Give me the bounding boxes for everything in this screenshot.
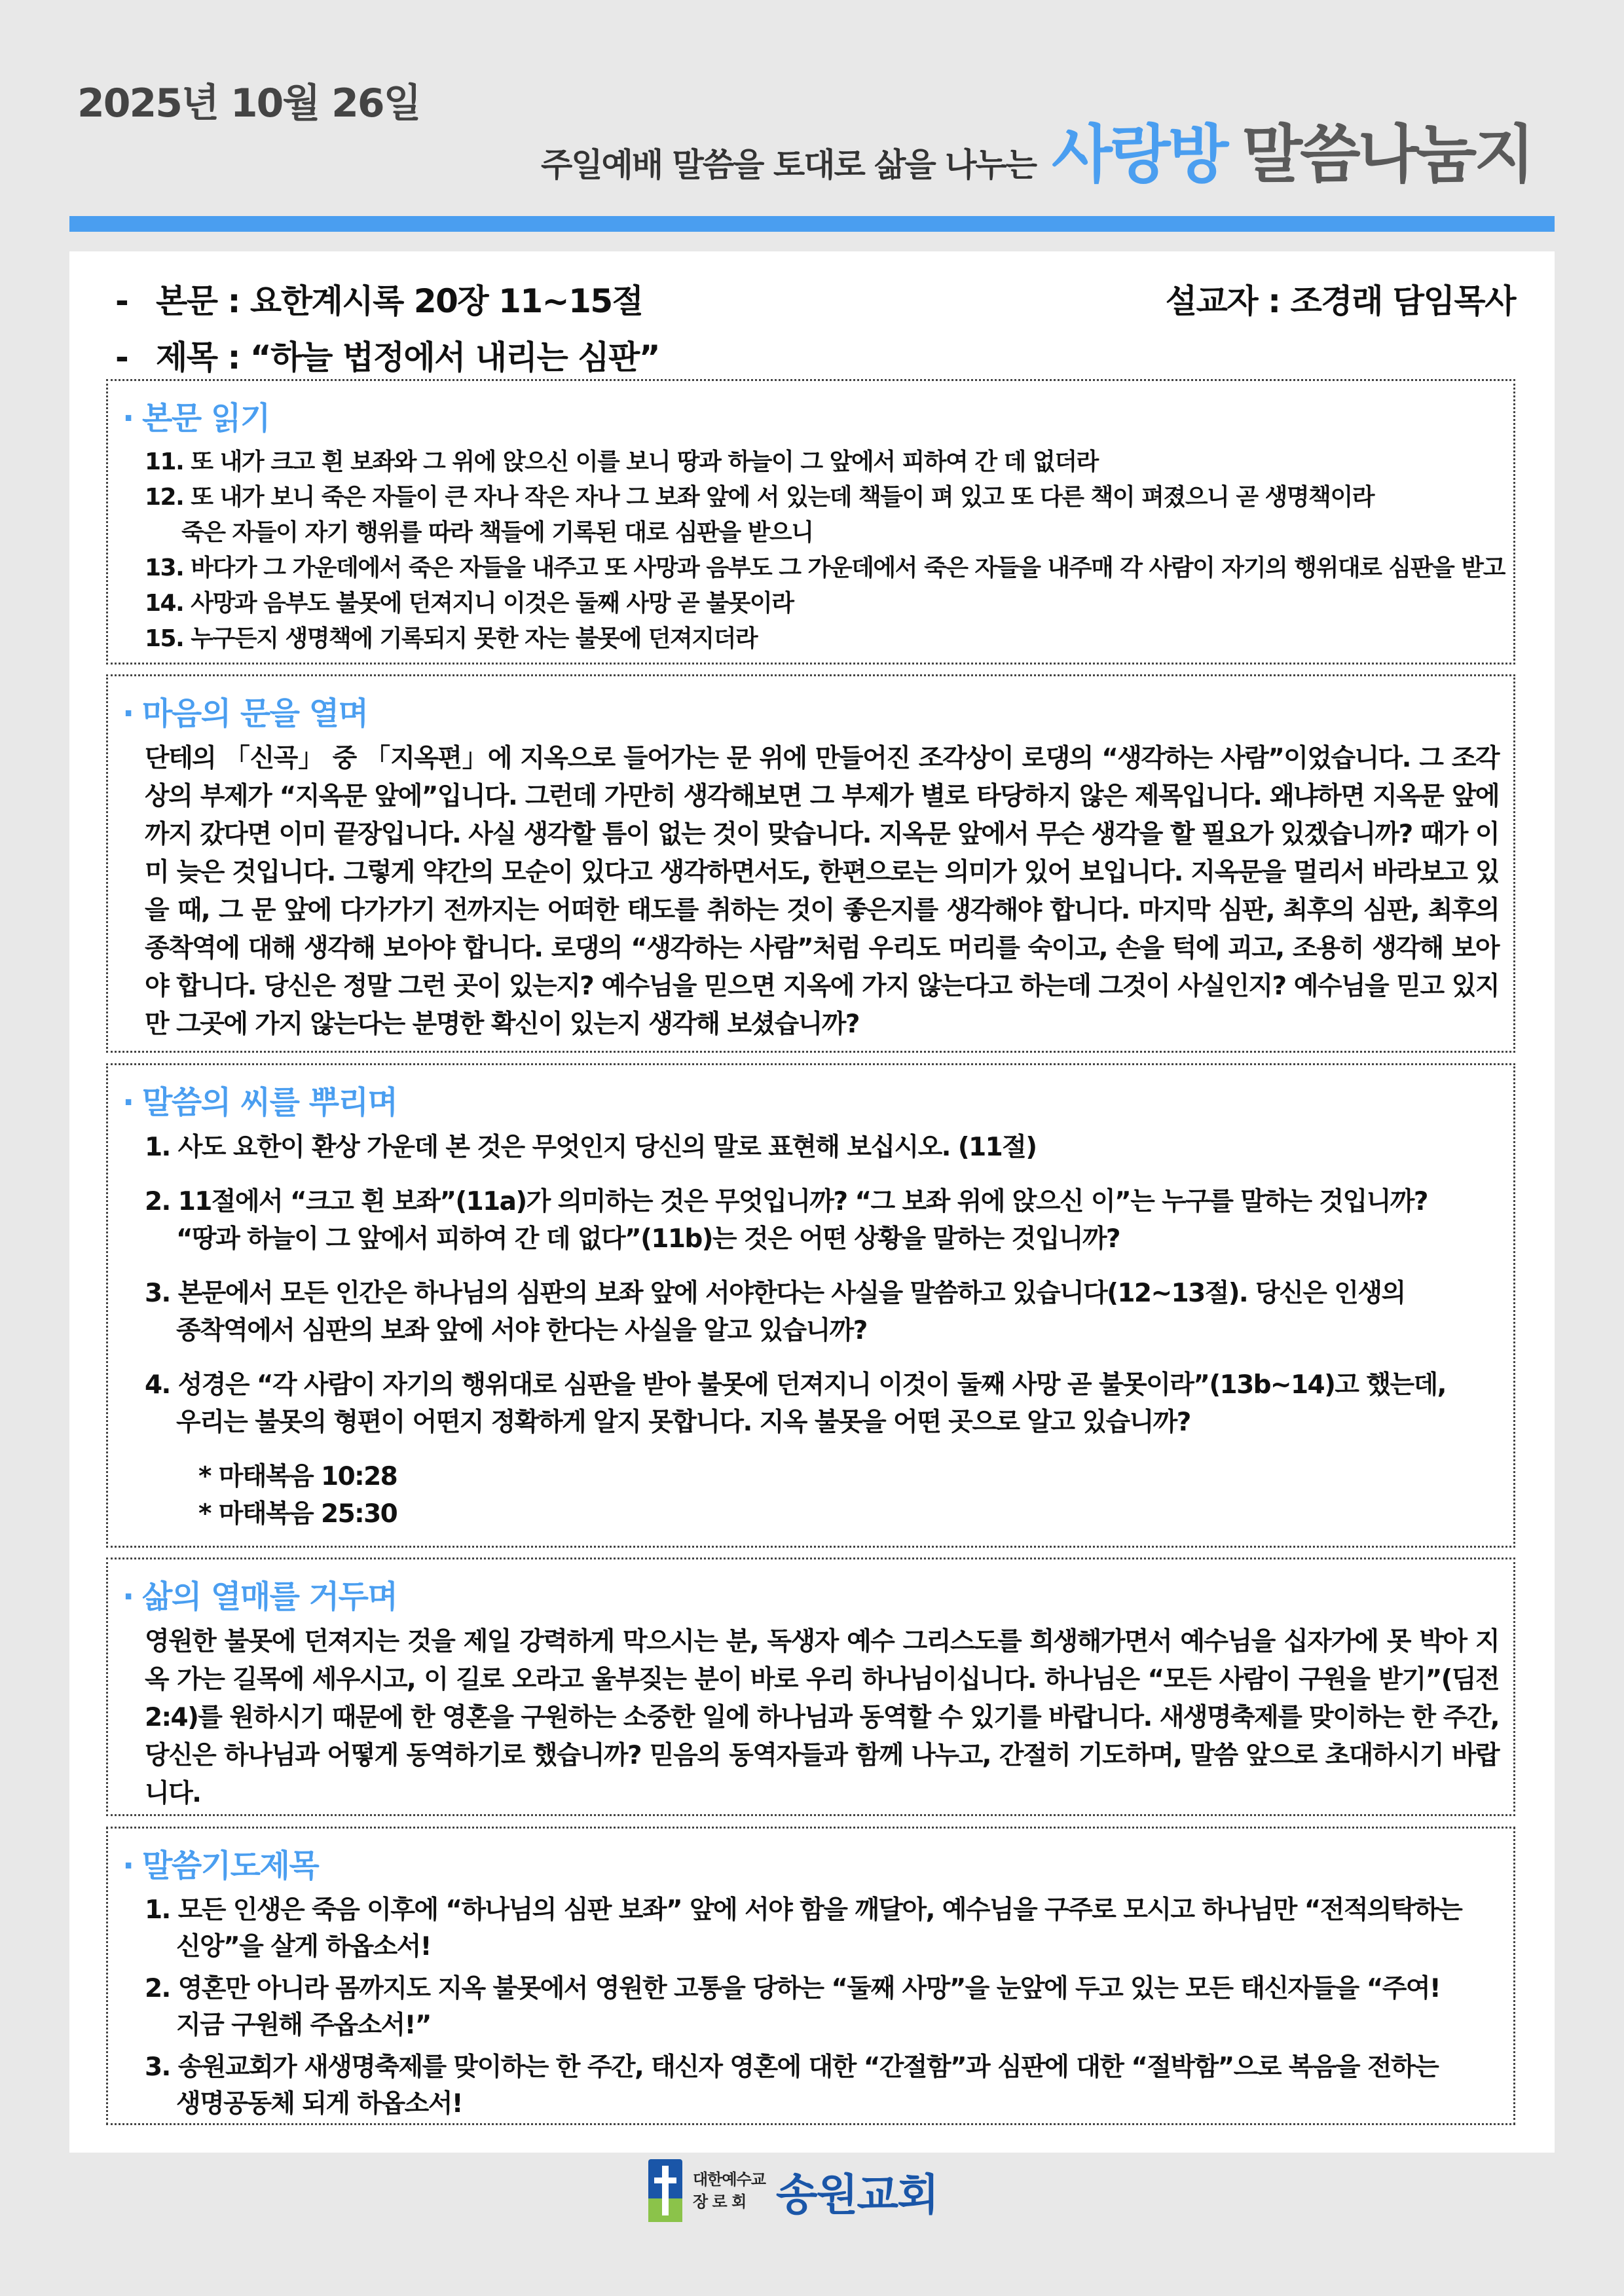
church-logo <box>648 2159 938 2222</box>
document-body <box>69 251 1555 2153</box>
section-heading: · 말씀기도제목 <box>122 1848 319 1884</box>
reference-item: * 마태복음 25:30 <box>198 1499 397 1529</box>
cross-logo-icon <box>648 2159 682 2222</box>
prayer-item: 2. 영혼만 아니라 몸까지도 지옥 불못에서 영원한 고통을 당하는 “둘째 사망”을 눈앞에 두고 있는 모든 태신자들을 “주여! 지금 구원해 주옵소서!” <box>145 1974 1441 2040</box>
sermon-meta <box>115 275 659 388</box>
reference-list <box>145 1458 1499 1533</box>
section-heading: · 말씀의 씨를 뿌리며 <box>122 1084 397 1121</box>
title-gray: 말씀나눔지 <box>1242 118 1532 191</box>
title-line <box>541 105 1532 194</box>
section-heading: · 본문 읽기 <box>122 400 270 437</box>
verse-item: 15. 누구든지 생명책에 기록되지 못한 자는 불못에 던져지더라 <box>145 625 758 652</box>
scripture-line: - 본문 : 요한계시록 20장 11~15절 <box>115 282 643 320</box>
verse-item: 14. 사망과 음부도 불못에 던져지니 이것은 둘째 사망 곧 불못이라 <box>145 590 794 617</box>
opening-text: 단테의 「신곡」 중 「지옥편」에 지옥으로 들어가는 문 위에 만들어진 조각상이 로댕의 “생각하는 사람”이었습니다. 그 조각상의 부제가 “지옥문 앞에”입니다. 그런데 가만히 생각해보면 그 부제가 별로 타당하지 않은 제목입니다. 왜냐하면 지옥문 앞에까지 갔다면 이미 끝장입니다. 사실 생각할 틈이 없는 것이 맞습니다. 지옥문 앞에서 무슨 생각을 할 필요가 있겠습니까? 때가 이미 늦은 것입니다. 그렇게 약간의 모순이 있다고 생각하면서도, 한편으로는 의미가 있어 보입니다. 지옥문을 멀리서 바라보고 있을 때, 그 문 앞에 다가가기 전까지는 어떠한 태도를 취하는 것이 좋은지를 생각해야 합니다. 마지막 심판, 최후의 심판, 최후의 종착역에 대해 생각해 보아야 합니다. 로댕의 “생각하는 사람”처럼 우리도 머리를 숙이고, 손을 턱에 괴고, 조용히 생각해 보아야 합니다. 당신은 정말 그런 곳이 있는지? 예수님을 믿으면 지옥에 가지 않는다고 하는데 그것이 사실인지? 예수님을 믿고 있지만 그곳에 가지 않는다는 분명한 확신이 있는지 생각해 보셨습니까? <box>145 744 1499 1039</box>
question-item: 3. 본문에서 모든 인간은 하나님의 심판의 보좌 앞에 서야한다는 사실을 말씀하고 있습니다(12~13절). 당신은 인생의 종착역에서 심판의 보좌 앞에 서야 한다는 사실을 알고 있습니까? <box>145 1279 1405 1345</box>
section-fruit <box>106 1558 1515 1816</box>
section-prayer <box>106 1827 1515 2125</box>
prayer-item: 1. 모든 인생은 죽음 이후에 “하나님의 심판 보좌” 앞에 서야 함을 깨달아, 예수님을 구주로 모시고 하나님만 “전적의탁하는 신앙”을 살게 하옵소서! <box>145 1895 1462 1961</box>
header-divider <box>69 216 1555 232</box>
church-name: 송원교회 <box>775 2169 938 2220</box>
prayer-list <box>122 1892 1499 2123</box>
section-questions <box>106 1063 1515 1548</box>
question-item: 4. 성경은 “각 사람이 자기의 행위대로 심판을 받아 불못에 던져지니 이것이 둘째 사망 곧 불못이라”(13b~14)고 했는데, 우리는 불못의 형편이 어떤지 정확하게 알지 못합니다. 지옥 불못을 어떤 곳으로 알고 있습니까? <box>145 1370 1446 1437</box>
verse-item: 11. 또 내가 크고 흰 보좌와 그 위에 앉으신 이를 보니 땅과 하늘이 그 앞에서 피하여 간 데 없더라 <box>145 448 1098 475</box>
verse-item: 죽은 자들이 자기 행위를 따라 책들에 기록된 대로 심판을 받으니 <box>181 519 813 546</box>
subtitle: 주일예배 말씀을 토대로 삶을 나누는 <box>540 146 1037 184</box>
section-heading: · 마음의 문을 열며 <box>122 695 368 732</box>
verse-item: 13. 바다가 그 가운데에서 죽은 자들을 내주고 또 사망과 음부도 그 가운데에서 죽은 자들을 내주매 각 사람이 자기의 행위대로 심판을 받고 <box>145 555 1505 581</box>
reference-item: * 마태복음 10:28 <box>198 1462 397 1491</box>
section-reading <box>106 379 1515 665</box>
logo-small-text: 대한예수교 장 로 회 <box>693 2170 766 2211</box>
verse-list <box>122 445 1505 657</box>
prayer-item: 3. 송원교회가 새생명축제를 맞이하는 한 주간, 태신자 영혼에 대한 “간절함”과 심판에 대한 “절박함”으로 복음을 전하는 생명공동체 되게 하옵소서! <box>145 2052 1439 2119</box>
section-heading: · 삶의 열매를 거두며 <box>122 1578 397 1615</box>
preacher: 설교자 : 조경래 담임목사 <box>1165 282 1515 320</box>
fruit-text: 영원한 불못에 던져지는 것을 제일 강력하게 막으시는 분, 독생자 예수 그리스도를 희생해가면서 예수님을 십자가에 못 박아 지옥 가는 길목에 세우시고, 이 길로 오라고 울부짖는 분이 바로 우리 하나님이십니다. 하나님은 “모든 사람이 구원을 받기”(딤전2:4)를 원하시기 때문에 한 영혼을 구원하는 소중한 일에 하나님과 동역할 수 있기를 바랍니다. 새생명축제를 맞이하는 한 주간, 당신은 하나님과 어떻게 동역하기로 했습니까? 믿음의 동역자들과 함께 나누고, 간절히 기도하며, 말씀 앞으로 초대하시기 바랍니다. <box>145 1627 1499 1808</box>
date: 2025년 10월 26일 <box>77 81 420 126</box>
sermon-title-line: - 제목 : “하늘 법정에서 내리는 심판” <box>115 338 660 376</box>
verse-item: 12. 또 내가 보니 죽은 자들이 큰 자나 작은 자나 그 보좌 앞에 서 있는데 책들이 펴 있고 또 다른 책이 펴졌으니 곧 생명책이라 <box>145 484 1375 511</box>
title-blue: 사랑방 <box>1052 118 1227 191</box>
question-list <box>122 1129 1499 1533</box>
question-item: 1. 사도 요한이 환상 가운데 본 것은 무엇인지 당신의 말로 표현해 보십시오. (11절) <box>145 1133 1037 1162</box>
question-item: 2. 11절에서 “크고 흰 보좌”(11a)가 의미하는 것은 무엇입니까? “그 보좌 위에 앉으신 이”는 누구를 말하는 것입니까? “땅과 하늘이 그 앞에서 피하여 간 데 없다”(11b)는 것은 어떤 상황을 말하는 것입니까? <box>145 1187 1428 1254</box>
section-opening <box>106 674 1515 1053</box>
